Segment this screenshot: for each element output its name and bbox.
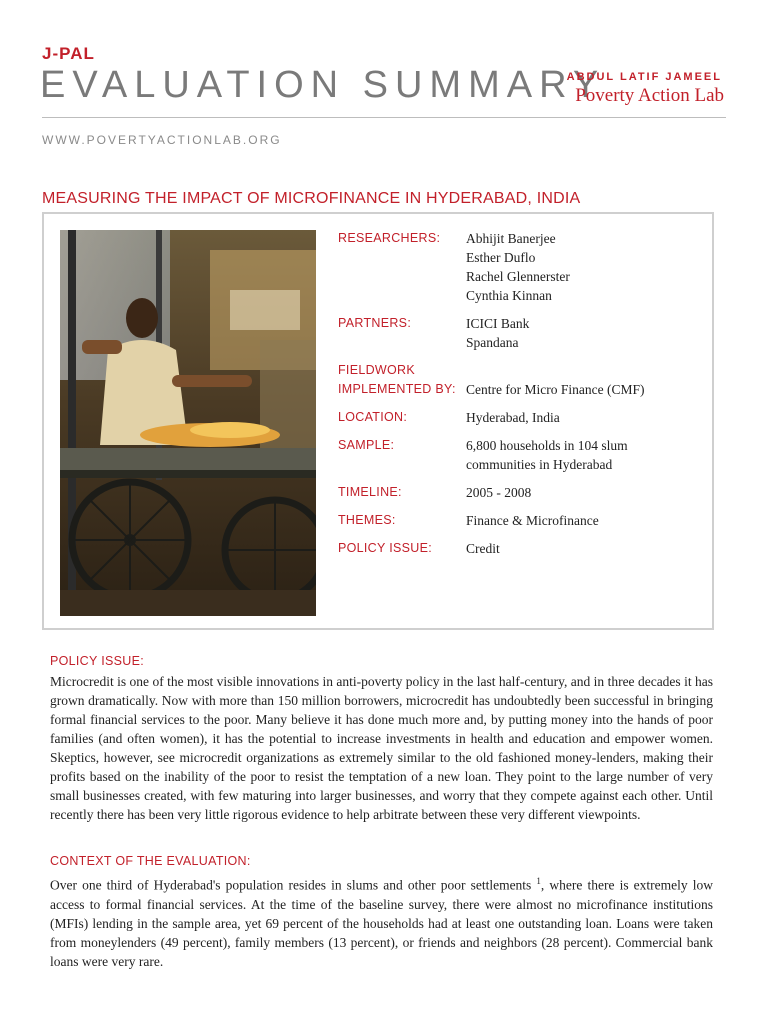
partners-list xyxy=(466,314,704,352)
sample-line: 6,800 households in 104 slum xyxy=(466,438,628,453)
lab-name-line2: Poverty Action Lab xyxy=(575,85,724,106)
vendor-photo xyxy=(60,230,316,616)
researchers-list xyxy=(466,229,704,305)
facts-policy-row xyxy=(338,539,704,558)
fieldwork-label-line2: IMPLEMENTED BY: xyxy=(338,382,456,396)
facts-researchers-row xyxy=(338,229,704,305)
sample-label: SAMPLE: xyxy=(338,438,395,452)
header-divider xyxy=(42,117,726,118)
fieldwork-org: Centre for Micro Finance (CMF) xyxy=(466,382,645,397)
location-label: LOCATION: xyxy=(338,410,408,424)
website-link[interactable]: WWW.POVERTYACTIONLAB.ORG xyxy=(42,133,282,147)
researcher-name: Rachel Glennerster xyxy=(466,269,570,284)
policy-issue-paragraph: Microcredit is one of the most visible innovations in anti-poverty policy in the last half-century, and in three decades it has grown dramatically. Now with more than 150 million borrowers, microcredit has undoubtedly been successful in bringing formal financial services to the poor. Many believe it has done much more and, by putting money into the hands of poor families (and often women), it has the potential to increase investments in health and education and empower women. Skeptics, however, see microcredit organizations as extremely similar to the old fashioned money-lenders, making their profits based on the inability of the poor to resist the temptation of a new loan. They point to the large number of very small businesses created, with few maturing into larger businesses, and worry that they compete against each other. Until recently there has been very little rigorous evidence to help arbitrate between these very different viewpoints. xyxy=(50,674,713,822)
sample-value xyxy=(466,436,704,474)
context-text-start: Over one third of Hyderabad's population resides in slums and other poor settlements xyxy=(50,877,537,893)
fieldwork-label-line1: FIELDWORK xyxy=(338,363,416,377)
facts-fieldwork-row xyxy=(338,361,704,399)
facts-partners-row xyxy=(338,314,704,352)
lab-name-line1: ABDUL LATIF JAMEEL xyxy=(566,71,722,83)
policy-issue-label: POLICY ISSUE: xyxy=(338,541,432,555)
timeline-label: TIMELINE: xyxy=(338,485,402,499)
study-facts xyxy=(338,229,704,567)
facts-themes-row xyxy=(338,511,704,530)
footnote-marker[interactable]: 1 xyxy=(536,876,541,886)
researcher-name: Cynthia Kinnan xyxy=(466,288,552,303)
context-text-end: , where there is extremely low access to formal financial services. At the time of the baseline survey, there were almost no microfinance institutions (MFIs) lending in the sample area, yet 69 percent of the households had at least one outstanding loan. Loans were taken from moneylenders (49 percent), family members (13 percent), or friends and neighbors (28 percent). Commercial bank loans were very rare. xyxy=(50,877,713,969)
partner-name: Spandana xyxy=(466,335,519,350)
context-paragraph xyxy=(50,872,713,971)
context-heading: CONTEXT OF THE EVALUATION: xyxy=(50,854,251,868)
fieldwork-label xyxy=(338,361,466,399)
policy-issue-heading: POLICY ISSUE: xyxy=(50,654,144,668)
facts-sample-row xyxy=(338,436,704,474)
themes-value: Finance & Microfinance xyxy=(466,513,599,528)
study-title: MEASURING THE IMPACT OF MICROFINANCE IN HYDERABAD, INDIA xyxy=(42,190,581,207)
sample-line: communities in Hyderabad xyxy=(466,457,613,472)
facts-location-row xyxy=(338,408,704,427)
facts-timeline-row xyxy=(338,483,704,502)
researcher-name: Esther Duflo xyxy=(466,250,536,265)
policy-issue-value: Credit xyxy=(466,541,500,556)
fieldwork-value xyxy=(466,361,704,399)
document-title: EVALUATION SUMMARY xyxy=(40,64,606,106)
researchers-label: RESEARCHERS: xyxy=(338,231,441,245)
jpal-brand: J-PAL xyxy=(42,44,95,63)
partner-name: ICICI Bank xyxy=(466,316,530,331)
partners-label: PARTNERS: xyxy=(338,316,412,330)
location-value: Hyderabad, India xyxy=(466,410,560,425)
researcher-name: Abhijit Banerjee xyxy=(466,231,556,246)
timeline-value: 2005 - 2008 xyxy=(466,485,532,500)
themes-label: THEMES: xyxy=(338,513,396,527)
